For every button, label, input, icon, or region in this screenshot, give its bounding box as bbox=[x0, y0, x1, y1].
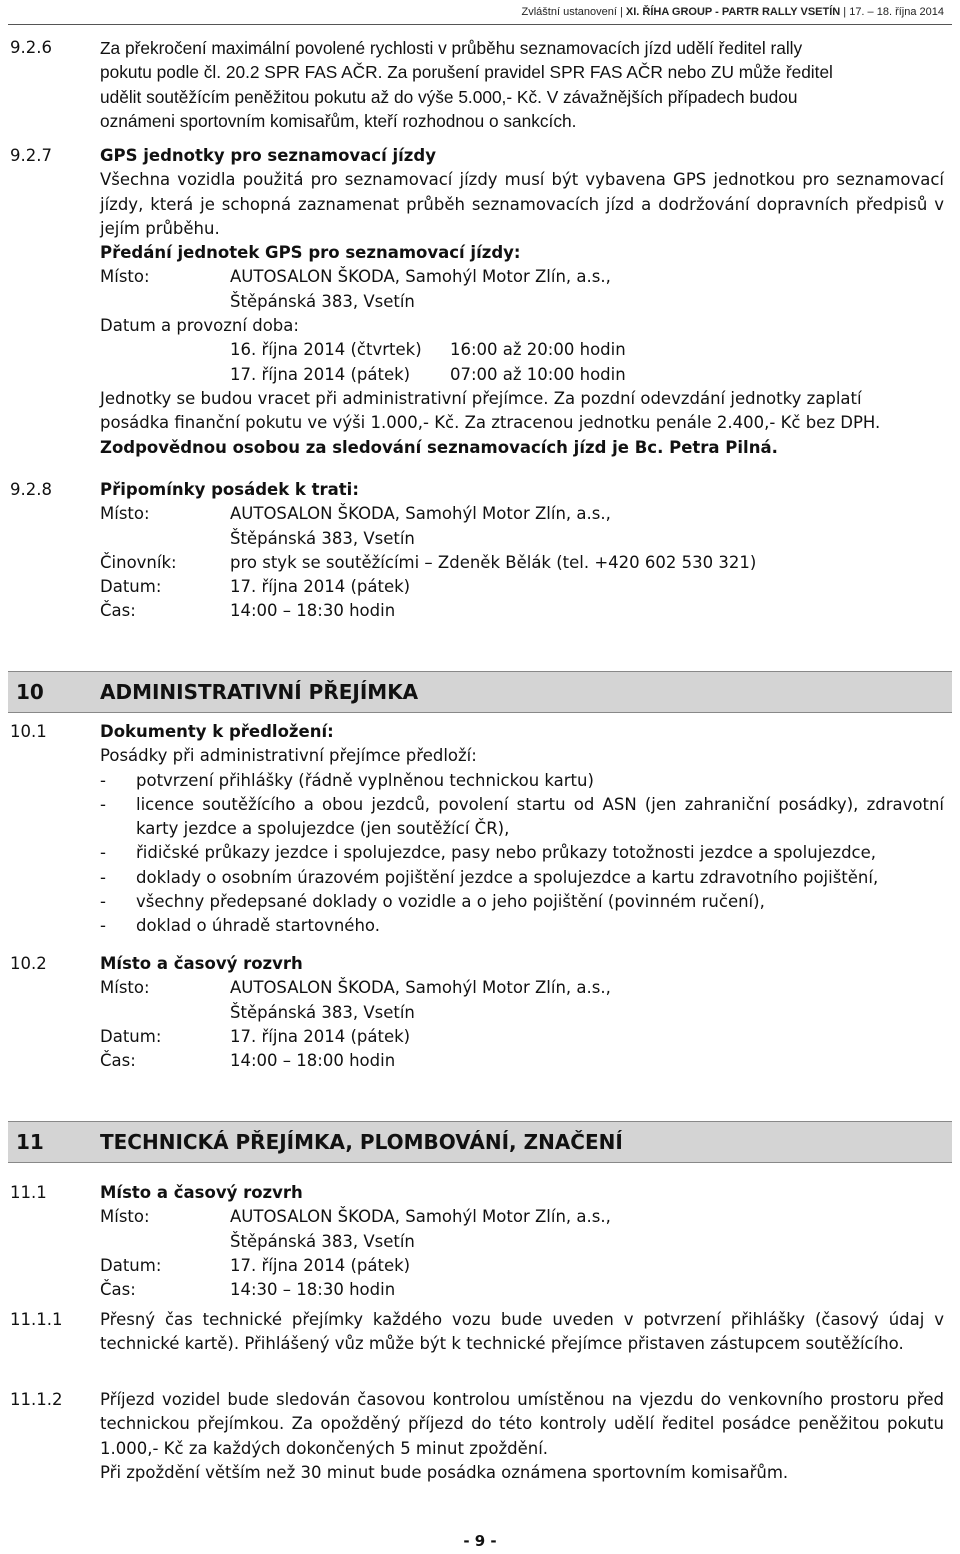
section-number: 9.2.7 bbox=[10, 146, 52, 165]
list-item bbox=[100, 769, 944, 793]
text-line: Jednotky se budou vracet při administrativní přejímce. Za pozdní odevzdání jednotky zaplatí bbox=[100, 388, 862, 408]
place-value: AUTOSALON ŠKODA, Samohýl Motor Zlín, a.s., bbox=[230, 267, 611, 287]
section-heading-number: 10 bbox=[16, 680, 44, 704]
list-item bbox=[100, 890, 944, 914]
section-title: Připomínky posádek k trati: bbox=[100, 480, 359, 499]
text-line: Za překročení maximální povolené rychlosti v průběhu seznamovacích jízd udělí ředitel rally bbox=[100, 38, 803, 58]
place-address: Štěpánská 383, Vsetín bbox=[230, 1002, 415, 1022]
schedule-date: 16. října 2014 (čtvrtek) bbox=[230, 340, 422, 360]
section-number: 11.1 bbox=[10, 1183, 47, 1202]
page-number: - 9 - bbox=[463, 1532, 497, 1550]
place-address: Štěpánská 383, Vsetín bbox=[230, 1231, 415, 1251]
section-number: 11.1.2 bbox=[10, 1390, 63, 1409]
list-item bbox=[100, 793, 944, 842]
schedule-time: 07:00 až 10:00 hodin bbox=[450, 364, 626, 384]
list-dash: - bbox=[100, 843, 106, 863]
list-dash: - bbox=[100, 770, 106, 790]
header-prefix: Zvláštní ustanovení | bbox=[521, 6, 623, 18]
paragraph: Přesný čas technické přejímky každého vozu bude uveden v potvrzení přihlášky (časový údaj v technické kartě). Přihlášený vůz může být k technické přejímce přistaven zástupcem soutěžícího. bbox=[100, 1310, 944, 1354]
date-row bbox=[100, 1254, 944, 1278]
list-item-text: licence soutěžícího a obou jezdců, povolení startu od ASN (jen zahraniční posádky), zdravotní karty jezdce a spolujezdce (jen soutěžící ČR), bbox=[136, 794, 944, 839]
paragraph: Příjezd vozidel bude sledován časovou kontrolou umístěnou na vjezdu do venkovního prostoru před technickou přejímkou. Za opožděný příjezd do této kontroly udělí ředitel posádce peněžitou pokutu 1.000,- Kč za každých dokončených 5 minut zpoždění. bbox=[100, 1390, 944, 1458]
date-value: 17. října 2014 (pátek) bbox=[230, 1026, 411, 1046]
place-label: Místo: bbox=[100, 978, 150, 998]
header-rule bbox=[8, 24, 952, 25]
paragraph: Všechna vozidla použitá pro seznamovací jízdy musí být vybavena GPS jednotkou pro seznamovací jízdy, která je schopná zaznamenat průběh seznamovacích jízd a dodržování dopravních předpisů v jejím průběhu. bbox=[100, 170, 944, 238]
time-label: Čas: bbox=[100, 1280, 136, 1300]
responsible-person: Zodpovědnou osobou za sledování seznamovacích jízd je Bc. Petra Pilná. bbox=[100, 437, 778, 457]
section-heading-number: 11 bbox=[16, 1130, 44, 1154]
time-row bbox=[100, 1278, 944, 1302]
official-row bbox=[100, 551, 944, 575]
official-label: Činovník: bbox=[100, 552, 177, 572]
list-item-text: doklady o osobním úrazovém pojištění jezdce a spolujezdce a kartu zdravotního pojištění, bbox=[136, 867, 879, 887]
list-dash: - bbox=[100, 794, 106, 814]
time-row bbox=[100, 1049, 944, 1073]
section-body bbox=[100, 720, 944, 939]
list-item bbox=[100, 914, 944, 938]
hours-label: Datum a provozní doba: bbox=[100, 316, 299, 336]
date-label: Datum: bbox=[100, 1255, 162, 1275]
place-label: Místo: bbox=[100, 504, 150, 524]
date-label: Datum: bbox=[100, 577, 162, 597]
time-value: 14:00 – 18:00 hodin bbox=[230, 1051, 396, 1071]
section-number: 9.2.8 bbox=[10, 480, 52, 499]
schedule-row bbox=[100, 363, 944, 387]
running-header bbox=[522, 6, 944, 18]
place-row bbox=[100, 265, 944, 289]
section-body bbox=[100, 144, 944, 460]
list-item-text: potvrzení přihlášky (řádně vyplněnou technickou kartu) bbox=[136, 770, 594, 790]
header-dates: | 17. – 18. října 2014 bbox=[843, 6, 944, 18]
section-body bbox=[100, 36, 944, 133]
place-value: AUTOSALON ŠKODA, Samohýl Motor Zlín, a.s., bbox=[230, 504, 611, 524]
place-value: AUTOSALON ŠKODA, Samohýl Motor Zlín, a.s., bbox=[230, 978, 611, 998]
official-value: pro styk se soutěžícími – Zdeněk Bělák (tel. +420 602 530 321) bbox=[230, 552, 757, 572]
place-address: Štěpánská 383, Vsetín bbox=[230, 528, 415, 548]
section-title: Místo a časový rozvrh bbox=[100, 954, 303, 973]
section-heading-title: ADMINISTRATIVNÍ PŘEJÍMKA bbox=[100, 680, 419, 704]
text-line: oznámeni sportovním komisařům, kteří rozhodnou o sankcích. bbox=[100, 110, 577, 131]
text-line: pokutu podle čl. 20.2 SPR FAS AČR. Za porušení pravidel SPR FAS AČR nebo ZU může ředitel bbox=[100, 62, 833, 83]
time-value: 14:00 – 18:30 hodin bbox=[230, 601, 396, 621]
date-value: 17. října 2014 (pátek) bbox=[230, 577, 411, 597]
handover-title: Předání jednotek GPS pro seznamovací jízdy: bbox=[100, 243, 521, 263]
paragraph: Při zpoždění větším než 30 minut bude posádka oznámena sportovním komisařům. bbox=[100, 1462, 789, 1482]
section-body bbox=[100, 1388, 944, 1485]
date-label: Datum: bbox=[100, 1026, 162, 1046]
section-heading-11 bbox=[8, 1121, 952, 1163]
place-label: Místo: bbox=[100, 1207, 150, 1227]
date-row bbox=[100, 1025, 944, 1049]
section-heading-10 bbox=[8, 671, 952, 713]
list-item bbox=[100, 841, 944, 865]
section-number: 11.1.1 bbox=[10, 1310, 63, 1329]
section-number: 10.1 bbox=[10, 722, 47, 741]
place-address: Štěpánská 383, Vsetín bbox=[230, 291, 415, 311]
time-label: Čas: bbox=[100, 601, 136, 621]
place-label: Místo: bbox=[100, 267, 150, 287]
list-item-text: řidičské průkazy jezdce i spolujezdce, pasy nebo průkazy totožnosti jezdce a spolujezdce, bbox=[136, 843, 877, 863]
list-item-text: všechny předepsané doklady o vozidle a o jeho pojištění (povinném ručení), bbox=[136, 892, 765, 912]
section-title: GPS jednotky pro seznamovací jízdy bbox=[100, 146, 436, 165]
schedule-row bbox=[100, 338, 944, 362]
section-number: 9.2.6 bbox=[10, 38, 52, 57]
section-body bbox=[100, 478, 944, 624]
schedule-date: 17. října 2014 (pátek) bbox=[230, 364, 411, 384]
time-value: 14:30 – 18:30 hodin bbox=[230, 1280, 396, 1300]
place-row bbox=[100, 1205, 944, 1229]
section-body bbox=[100, 1181, 944, 1302]
date-value: 17. října 2014 (pátek) bbox=[230, 1255, 411, 1275]
list-item-text: doklad o úhradě startovného. bbox=[136, 916, 380, 936]
text-line: posádka finanční pokutu ve výši 1.000,- Kč. Za ztracenou jednotku penále 2.400,- Kč bez DPH. bbox=[100, 413, 881, 433]
schedule-time: 16:00 až 20:00 hodin bbox=[450, 340, 626, 360]
place-row bbox=[100, 976, 944, 1000]
date-row bbox=[100, 575, 944, 599]
list-dash: - bbox=[100, 892, 106, 912]
section-title: Místo a časový rozvrh bbox=[100, 1183, 303, 1202]
list-dash: - bbox=[100, 916, 106, 936]
section-title: Dokumenty k předložení: bbox=[100, 722, 334, 741]
section-body bbox=[100, 952, 944, 1073]
list-dash: - bbox=[100, 867, 106, 887]
list-intro: Posádky při administrativní přejímce předloží: bbox=[100, 746, 477, 766]
place-row bbox=[100, 502, 944, 526]
time-row bbox=[100, 599, 944, 623]
section-heading-title: TECHNICKÁ PŘEJÍMKA, PLOMBOVÁNÍ, ZNAČENÍ bbox=[100, 1130, 623, 1154]
place-value: AUTOSALON ŠKODA, Samohýl Motor Zlín, a.s., bbox=[230, 1207, 611, 1227]
header-event: XI. ŘÍHA GROUP - PARTR RALLY VSETÍN bbox=[625, 6, 841, 18]
section-number: 10.2 bbox=[10, 954, 47, 973]
text-line: udělit soutěžícím peněžitou pokutu až do výše 5.000,- Kč. V závažnějších případech budou bbox=[100, 86, 798, 107]
time-label: Čas: bbox=[100, 1051, 136, 1071]
list-item bbox=[100, 866, 944, 890]
